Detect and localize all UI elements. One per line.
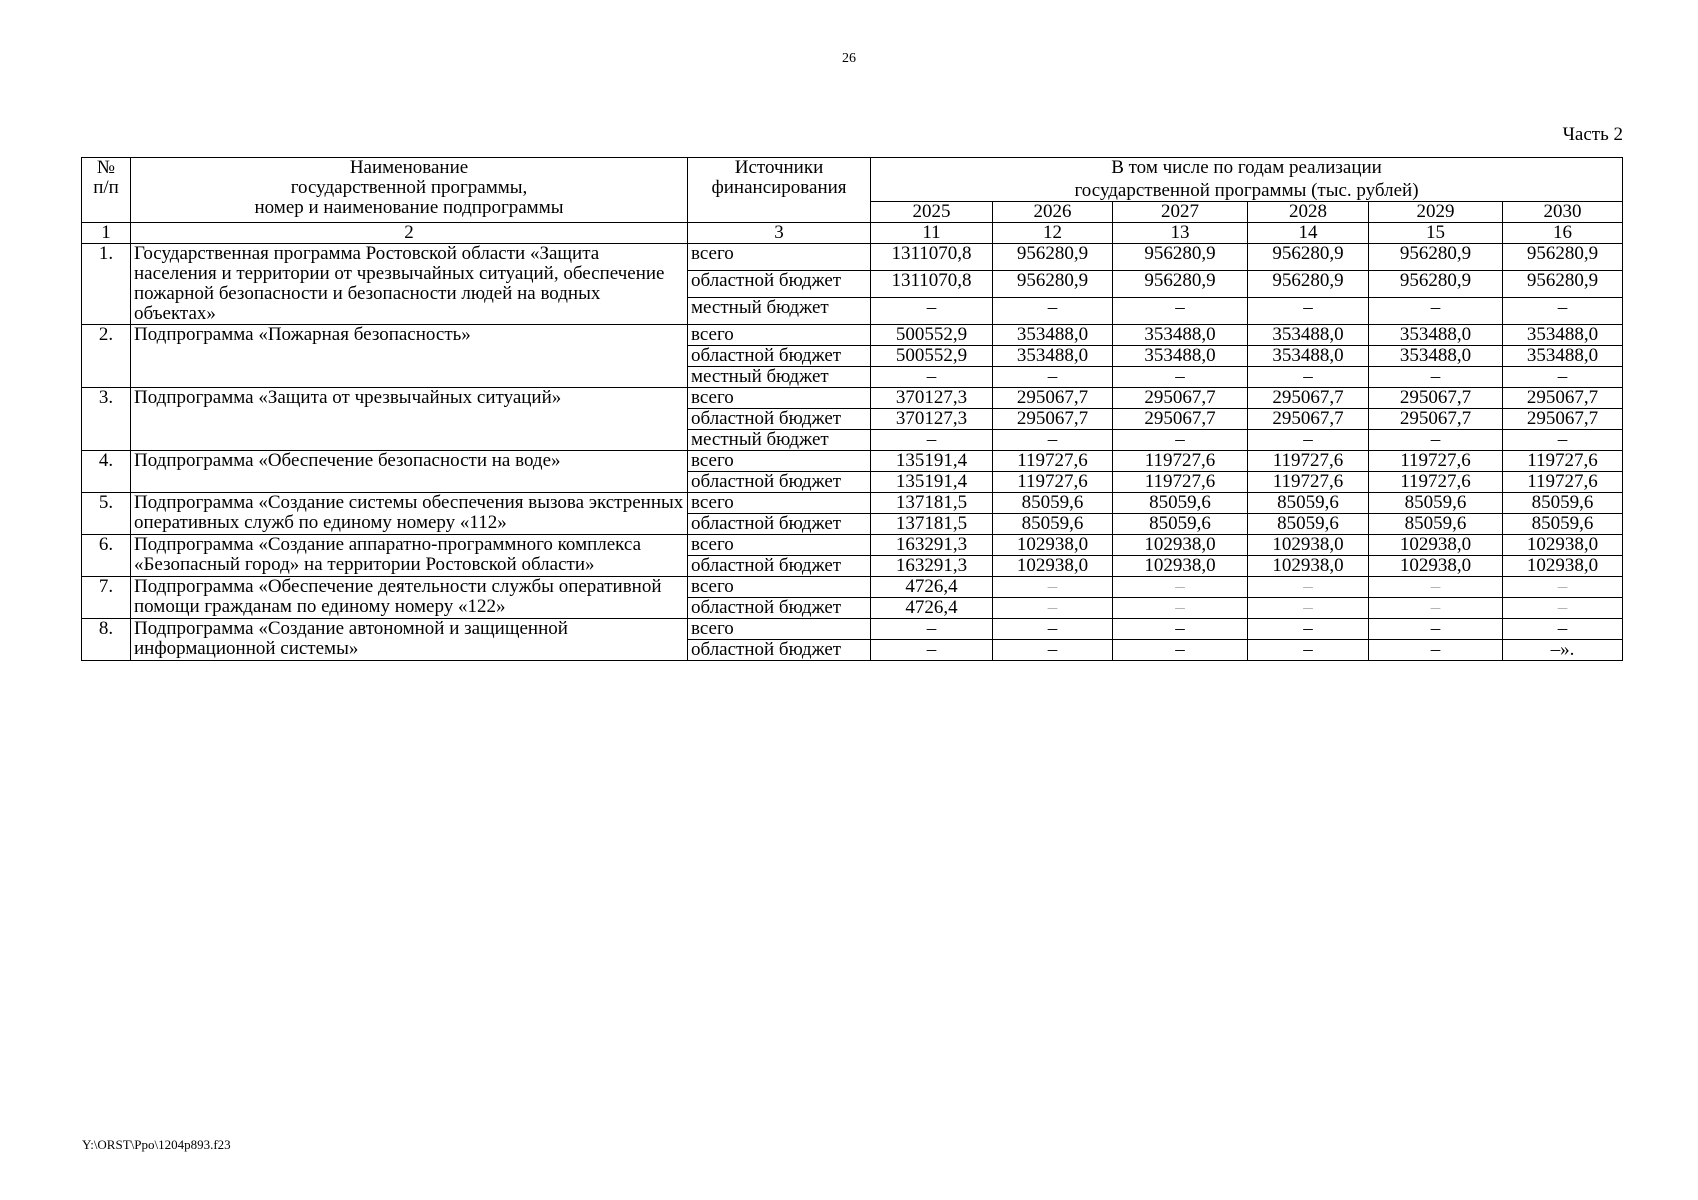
value-cell: 295067,7 (1503, 408, 1623, 429)
value-cell: 295067,7 (1248, 387, 1369, 408)
funding-source: областной бюджет (688, 471, 871, 492)
program-name: Подпрограмма «Обеспечение безопасности на воде» (131, 450, 688, 492)
header-index-row (82, 222, 1623, 243)
value-cell: 85059,6 (1503, 513, 1623, 534)
header-name-line3: номер и наименование подпрограммы (254, 197, 564, 218)
funding-source: всего (688, 450, 871, 471)
value-cell: 119727,6 (1113, 450, 1248, 471)
funding-source: всего (688, 534, 871, 555)
program-name: Государственная программа Ростовской области «Защита населения и территории от чрезвычайных ситуаций, обеспечение пожарной безопасности и безопасности людей на водных объектах» (131, 243, 688, 324)
row-number: 8. (82, 618, 131, 660)
value-cell: 1311070,8 (871, 270, 993, 297)
value-cell: 956280,9 (1503, 243, 1623, 270)
value-cell: – (1503, 297, 1623, 324)
value-cell: 353488,0 (1248, 324, 1369, 345)
value-cell: – (1503, 597, 1623, 618)
value-cell: 353488,0 (993, 345, 1113, 366)
funding-source: всего (688, 618, 871, 639)
value-cell: 295067,7 (1248, 408, 1369, 429)
header-year-0: 2025 (871, 201, 993, 222)
value-cell: 956280,9 (1113, 243, 1248, 270)
header-num-line1: № (96, 157, 116, 178)
header-index-5: 13 (1113, 222, 1248, 243)
value-cell: 956280,9 (1248, 243, 1369, 270)
value-cell: 956280,9 (1113, 270, 1248, 297)
value-cell: 295067,7 (993, 408, 1113, 429)
value-cell: 102938,0 (993, 555, 1113, 576)
table-row (82, 492, 1623, 513)
value-cell: 370127,3 (871, 387, 993, 408)
value-cell: – (1113, 366, 1248, 387)
header-year-3: 2028 (1248, 201, 1369, 222)
header-years-group: В том числе по годам реализации (871, 158, 1623, 181)
value-cell: 353488,0 (1248, 345, 1369, 366)
funding-source: всего (688, 492, 871, 513)
row-number: 6. (82, 534, 131, 576)
value-cell: – (871, 429, 993, 450)
header-index-0: 1 (82, 222, 131, 243)
value-cell: – (871, 297, 993, 324)
table-body (82, 243, 1623, 660)
header-sources-line1: Источники (734, 157, 824, 178)
value-cell: 353488,0 (1113, 345, 1248, 366)
value-cell: 353488,0 (1369, 324, 1503, 345)
value-cell: – (871, 618, 993, 639)
value-cell: – (1503, 366, 1623, 387)
table-row (82, 576, 1623, 597)
table-row (82, 618, 1623, 639)
value-cell: 102938,0 (1503, 534, 1623, 555)
value-cell: 353488,0 (1113, 324, 1248, 345)
value-cell: – (1369, 429, 1503, 450)
value-cell: – (1248, 576, 1369, 597)
value-cell: 353488,0 (1369, 345, 1503, 366)
value-cell: 119727,6 (1369, 450, 1503, 471)
value-cell: 102938,0 (1113, 555, 1248, 576)
value-cell: 295067,7 (1369, 408, 1503, 429)
value-cell: – (1113, 429, 1248, 450)
value-cell: – (1503, 429, 1623, 450)
value-cell: 500552,9 (871, 345, 993, 366)
footer-file-path: Y:\ORST\Ppo\1204p893.f23 (82, 1137, 231, 1152)
value-cell: 137181,5 (871, 513, 993, 534)
value-cell: 102938,0 (993, 534, 1113, 555)
value-cell: 102938,0 (1248, 534, 1369, 555)
value-cell: 85059,6 (993, 513, 1113, 534)
value-cell: 85059,6 (1113, 492, 1248, 513)
program-name: Подпрограмма «Обеспечение деятельности службы оперативной помощи гражданам по единому номеру «122» (131, 576, 688, 618)
header-index-2: 3 (688, 222, 871, 243)
header-name-line1: Наименование (349, 157, 469, 178)
header-year-4: 2029 (1369, 201, 1503, 222)
value-cell: 163291,3 (871, 555, 993, 576)
value-cell: – (1248, 297, 1369, 324)
value-cell: 137181,5 (871, 492, 993, 513)
header-name-line2: государственной программы, (290, 177, 528, 198)
value-cell: 85059,6 (1248, 513, 1369, 534)
funding-source: областной бюджет (688, 408, 871, 429)
value-cell: – (1113, 618, 1248, 639)
value-cell: – (993, 576, 1113, 597)
header-num-cell (82, 158, 131, 223)
value-cell: 956280,9 (993, 243, 1113, 270)
program-name: Подпрограмма «Защита от чрезвычайных ситуаций» (131, 387, 688, 450)
value-cell: 119727,6 (993, 450, 1113, 471)
value-cell: 1311070,8 (871, 243, 993, 270)
program-name: Подпрограмма «Создание системы обеспечения вызова экстренных оперативных служб по единому номеру «112» (131, 492, 688, 534)
header-index-1: 2 (131, 222, 688, 243)
page-number: 26 (842, 51, 856, 66)
funding-source: всего (688, 387, 871, 408)
row-number: 5. (82, 492, 131, 534)
value-cell: 956280,9 (1369, 243, 1503, 270)
value-cell: 102938,0 (1503, 555, 1623, 576)
value-cell: –». (1503, 639, 1623, 660)
value-cell: 85059,6 (1369, 492, 1503, 513)
value-cell: 4726,4 (871, 597, 993, 618)
funding-source: местный бюджет (688, 297, 871, 324)
value-cell: 119727,6 (1369, 471, 1503, 492)
value-cell: – (1369, 297, 1503, 324)
value-cell: – (1248, 597, 1369, 618)
value-cell: 119727,6 (1113, 471, 1248, 492)
value-cell: 85059,6 (1248, 492, 1369, 513)
header-year-1: 2026 (993, 201, 1113, 222)
value-cell: – (1503, 576, 1623, 597)
value-cell: 353488,0 (993, 324, 1113, 345)
header-sources-line2: финансирования (711, 177, 847, 198)
funding-source: областной бюджет (688, 270, 871, 297)
value-cell: 353488,0 (1503, 345, 1623, 366)
value-cell: 295067,7 (1369, 387, 1503, 408)
value-cell: – (1369, 618, 1503, 639)
funding-source: областной бюджет (688, 345, 871, 366)
row-number: 3. (82, 387, 131, 450)
program-name: Подпрограмма «Пожарная безопасность» (131, 324, 688, 387)
header-index-7: 15 (1369, 222, 1503, 243)
value-cell: – (1369, 639, 1503, 660)
funding-source: областной бюджет (688, 639, 871, 660)
value-cell: 119727,6 (1248, 471, 1369, 492)
value-cell: – (1369, 576, 1503, 597)
value-cell: – (871, 639, 993, 660)
value-cell: – (1248, 639, 1369, 660)
table-row (82, 324, 1623, 345)
header-index-8: 16 (1503, 222, 1623, 243)
value-cell: 102938,0 (1369, 555, 1503, 576)
value-cell: – (1113, 576, 1248, 597)
header-index-3: 11 (871, 222, 993, 243)
value-cell: – (1369, 366, 1503, 387)
table-row (82, 387, 1623, 408)
value-cell: – (993, 297, 1113, 324)
value-cell: – (993, 366, 1113, 387)
header-sources-cell (688, 158, 871, 223)
header-year-2: 2027 (1113, 201, 1248, 222)
program-name: Подпрограмма «Создание аппаратно-программного комплекса «Безопасный город» на территории Ростовской области» (131, 534, 688, 576)
value-cell: 85059,6 (1369, 513, 1503, 534)
row-number: 4. (82, 450, 131, 492)
value-cell: 119727,6 (993, 471, 1113, 492)
funding-source: всего (688, 243, 871, 270)
value-cell: – (993, 618, 1113, 639)
header-years-group-line2: государственной программы (тыс. рублей) (871, 181, 1623, 202)
value-cell: 102938,0 (1113, 534, 1248, 555)
header-year-5: 2030 (1503, 201, 1623, 222)
table-row (82, 534, 1623, 555)
funding-source: всего (688, 576, 871, 597)
value-cell: 119727,6 (1248, 450, 1369, 471)
value-cell: – (993, 429, 1113, 450)
header-name-cell (131, 158, 688, 223)
header-index-6: 14 (1248, 222, 1369, 243)
value-cell: 956280,9 (1369, 270, 1503, 297)
row-number: 2. (82, 324, 131, 387)
value-cell: 956280,9 (1248, 270, 1369, 297)
part-label: Часть 2 (1562, 124, 1623, 145)
funding-source: областной бюджет (688, 513, 871, 534)
value-cell: 295067,7 (1113, 387, 1248, 408)
value-cell: – (1248, 366, 1369, 387)
value-cell: 135191,4 (871, 450, 993, 471)
value-cell: – (871, 366, 993, 387)
value-cell: 163291,3 (871, 534, 993, 555)
row-number: 7. (82, 576, 131, 618)
value-cell: – (1113, 597, 1248, 618)
row-number: 1. (82, 243, 131, 324)
value-cell: 119727,6 (1503, 450, 1623, 471)
value-cell: 353488,0 (1503, 324, 1623, 345)
funding-table (81, 157, 1623, 661)
funding-source: всего (688, 324, 871, 345)
value-cell: – (993, 597, 1113, 618)
value-cell: 102938,0 (1369, 534, 1503, 555)
value-cell: – (1503, 618, 1623, 639)
value-cell: 956280,9 (1503, 270, 1623, 297)
table-row (82, 243, 1623, 270)
value-cell: – (993, 639, 1113, 660)
value-cell: 295067,7 (993, 387, 1113, 408)
value-cell: 295067,7 (1113, 408, 1248, 429)
value-cell: 4726,4 (871, 576, 993, 597)
funding-source: местный бюджет (688, 366, 871, 387)
table-row (82, 450, 1623, 471)
value-cell: 85059,6 (993, 492, 1113, 513)
funding-source: местный бюджет (688, 429, 871, 450)
funding-source: областной бюджет (688, 597, 871, 618)
value-cell: 500552,9 (871, 324, 993, 345)
value-cell: – (1369, 597, 1503, 618)
value-cell: 85059,6 (1113, 513, 1248, 534)
value-cell: – (1248, 429, 1369, 450)
value-cell: – (1113, 297, 1248, 324)
value-cell: 956280,9 (993, 270, 1113, 297)
value-cell: – (1248, 618, 1369, 639)
value-cell: 119727,6 (1503, 471, 1623, 492)
header-index-4: 12 (993, 222, 1113, 243)
header-num-line2: п/п (93, 177, 119, 198)
value-cell: 370127,3 (871, 408, 993, 429)
value-cell: 85059,6 (1503, 492, 1623, 513)
value-cell: – (1113, 639, 1248, 660)
program-name: Подпрограмма «Создание автономной и защищенной информационной системы» (131, 618, 688, 660)
value-cell: 102938,0 (1248, 555, 1369, 576)
funding-source: областной бюджет (688, 555, 871, 576)
value-cell: 295067,7 (1503, 387, 1623, 408)
value-cell: 135191,4 (871, 471, 993, 492)
